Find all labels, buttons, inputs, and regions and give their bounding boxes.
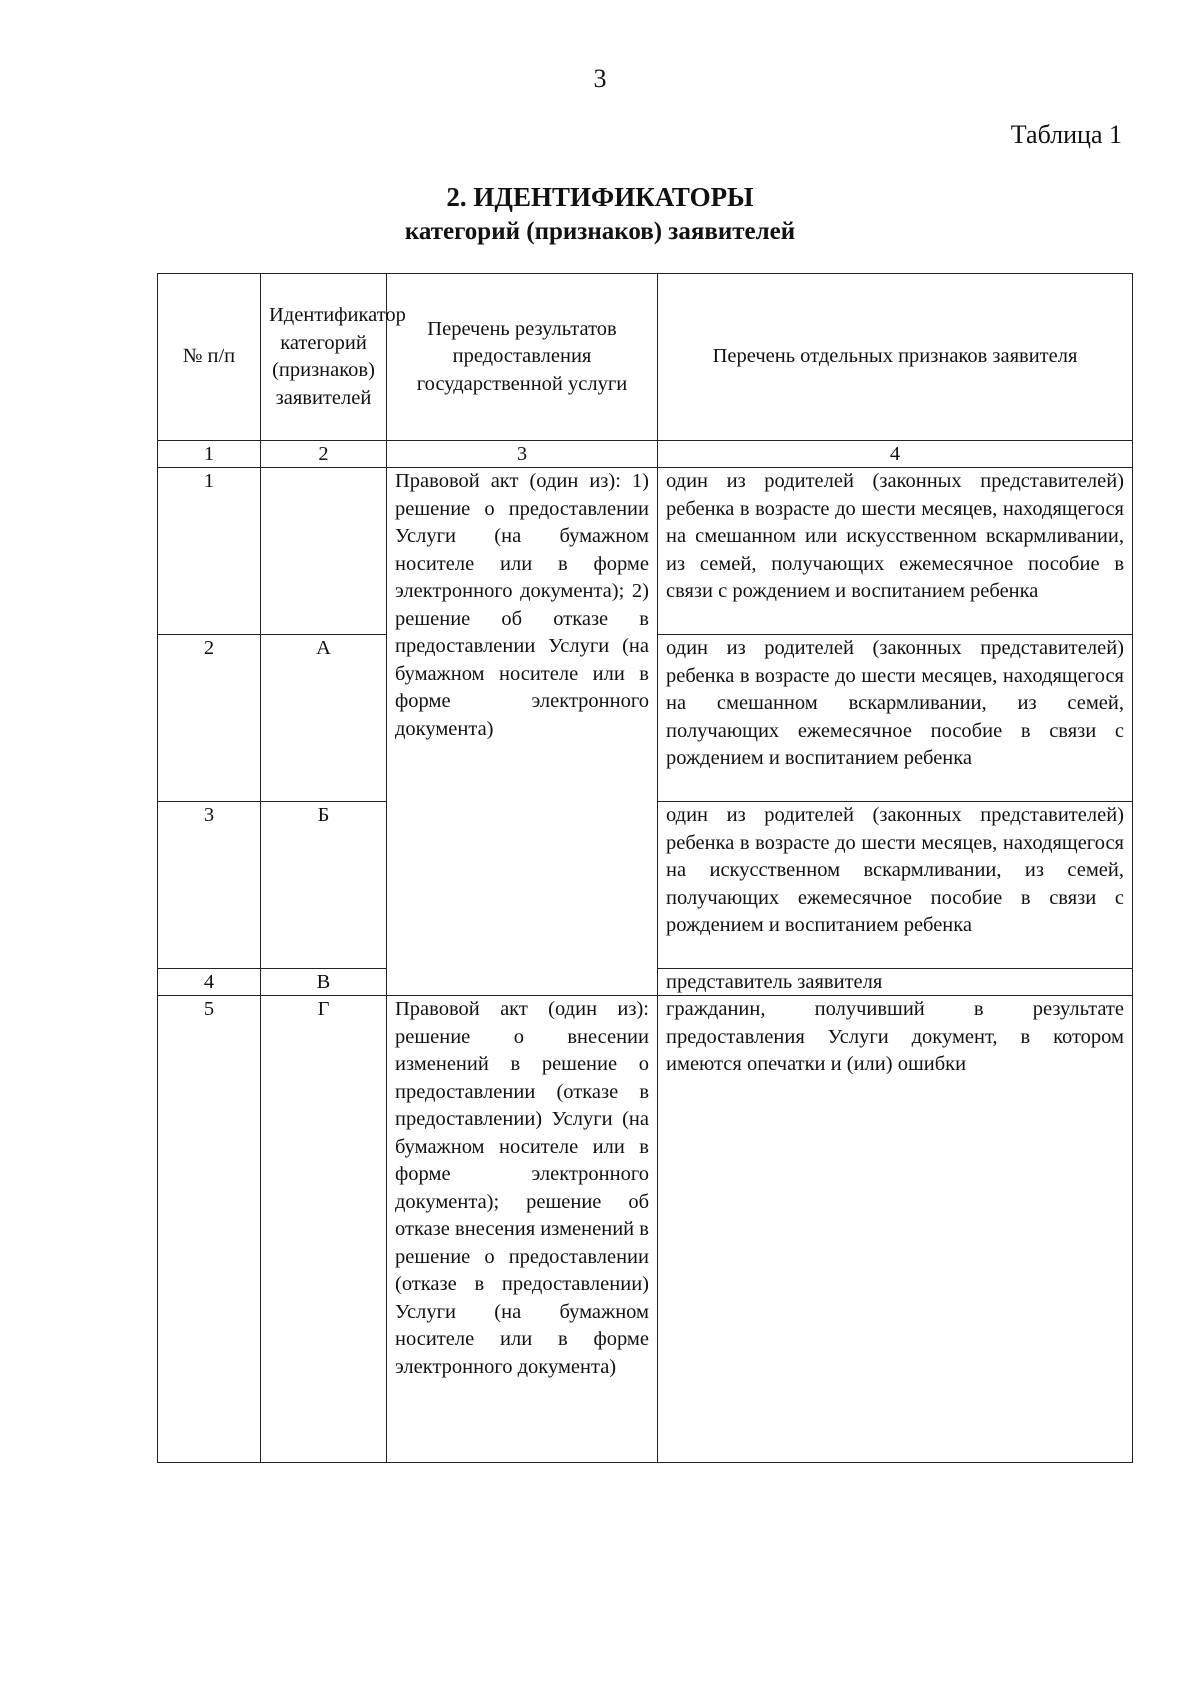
header-results: Перечень результатов предоставления государственной услуги xyxy=(387,274,658,441)
row-feature: один из родителей (законных представителей) ребенка в возрасте до шести месяцев, находящегося на искусственном вскармливании, из семей, получающих ежемесячное пособие в связи с рождением и воспитанием ребенка xyxy=(658,802,1133,969)
document-title: 2. ИДЕНТИФИКАТОРЫ xyxy=(446,182,754,212)
header-identifier: Идентификатор категорий (признаков) заявителей xyxy=(261,274,387,441)
row-number: 3 xyxy=(158,802,261,969)
row-identifier: А xyxy=(261,635,387,802)
column-number: 1 xyxy=(158,441,261,468)
row-identifier: В xyxy=(261,969,387,996)
table-row xyxy=(158,996,1133,1463)
row-identifier: Г xyxy=(261,996,387,1463)
row-number: 5 xyxy=(158,996,261,1463)
header-row xyxy=(158,274,1133,441)
identifiers-table xyxy=(157,273,1133,1463)
column-number: 3 xyxy=(387,441,658,468)
row-identifier: Б xyxy=(261,802,387,969)
column-number-row xyxy=(158,441,1133,468)
table-row xyxy=(158,468,1133,635)
row-number: 1 xyxy=(158,468,261,635)
row-number: 4 xyxy=(158,969,261,996)
header-features: Перечень отдельных признаков заявителя xyxy=(658,274,1133,441)
results-cell: Правовой акт (один из): 1) решение о предоставлении Услуги (на бумажном носителе или в форме электронного документа); 2) решение об отказе в предоставлении Услуги (на бумажном носителе или в форме электронного документа) xyxy=(387,468,658,996)
row-feature: гражданин, получивший в результате предоставления Услуги документ, в котором имеются опечатки и (или) ошибки xyxy=(658,996,1133,1463)
row-feature: один из родителей (законных представителей) ребенка в возрасте до шести месяцев, находящегося на смешанном или искусственном вскармливании, из семей, получающих ежемесячное пособие в связи с рождением и воспитанием ребенка xyxy=(658,468,1133,635)
header-number: № п/п xyxy=(158,274,261,441)
column-number: 2 xyxy=(261,441,387,468)
column-number: 4 xyxy=(658,441,1133,468)
document-subtitle: категорий (признаков) заявителей xyxy=(404,218,796,245)
results-cell: Правовой акт (один из): решение о внесении изменений в решение о предоставлении (отказе в предоставлении) Услуги (на бумажном носителе или в форме электронного документа); решение об отказе внесения изменений в решение о предоставлении (отказе в предоставлении) Услуги (на бумажном носителе или в форме электронного документа) xyxy=(387,996,658,1463)
page-number: 3 xyxy=(593,64,607,93)
row-feature: представитель заявителя xyxy=(658,969,1133,996)
table-label: Таблица 1 xyxy=(1010,120,1122,149)
row-identifier xyxy=(261,468,387,635)
row-feature: один из родителей (законных представителей) ребенка в возрасте до шести месяцев, находящегося на смешанном вскармливании, из семей, получающих ежемесячное пособие в связи с рождением и воспитанием ребенка xyxy=(658,635,1133,802)
row-number: 2 xyxy=(158,635,261,802)
